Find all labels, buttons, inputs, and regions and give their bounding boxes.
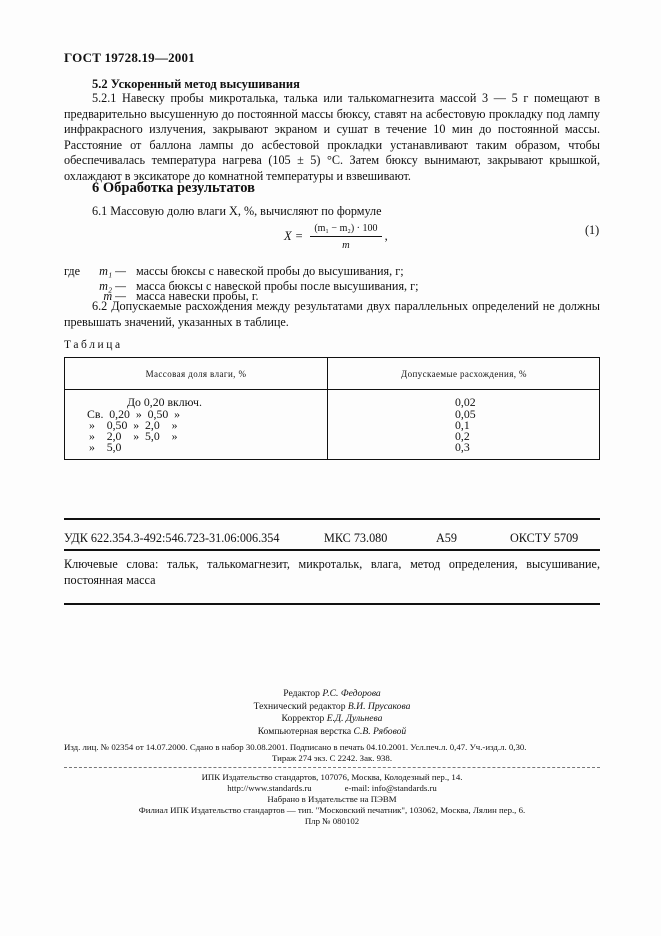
imprint-branch: Филиал ИПК Издательство стандартов — тип. "Московский печатник", 103062, Москва, Лялин пер., 6.: [138, 805, 526, 815]
imprint-plr: Плр № 080102: [304, 816, 360, 826]
section-5-2-1-paragraph: 5.2.1 Навеску пробы микроталька, талька или талькомагнезита массой 3 — 5 г помещают в предварительно высушенную до постоянной массы бюксу, ставят на асбестовую прокладку под лампу инфракрасного излучения, закрывают экраном и сушат в течение 10 мин до постоянной массы. Расстояние от баллона лампы до асбестовой прокладки устанавливают таким образом, чтобы обеспечивалась температура нагрева (105 ± 5) °С. Затем бюксу вынимают, закрывают крышкой, охлаждают в эксикаторе до комнатной температуры и взвешивают.: [64, 91, 600, 183]
divider-middle: [64, 549, 600, 551]
table-cell-tolerance: 0,3: [455, 440, 470, 454]
table-cell-moisture: » 2,0 » 5,0 »: [89, 429, 178, 443]
table-header-moisture: Массовая доля влаги, %: [145, 369, 247, 379]
table-cell-tolerance: 0,1: [455, 418, 470, 432]
table-cell-moisture: До 0,20 включ.: [127, 395, 202, 409]
divider-top: [64, 518, 600, 520]
document-header: ГОСТ 19728.19—2001: [64, 50, 195, 65]
imprint-editor: Редактор Р.С. Федорова: [283, 688, 381, 699]
imprint-email: e-mail: info@standards.ru: [344, 783, 437, 793]
table-cell-moisture: » 5,0: [89, 440, 122, 454]
formula-denominator: m: [342, 240, 350, 251]
divider-bottom: [64, 603, 600, 605]
okstu-code: ОКСТУ 5709: [510, 531, 579, 545]
where-text: массы бюксы с навеской пробы до высушивания, г;: [136, 264, 404, 278]
section-6-heading: 6 Обработка результатов: [92, 180, 255, 196]
section-5-2-heading: 5.2 Ускоренный метод высушивания: [92, 77, 300, 91]
imprint-website: http://www.standards.ru: [227, 783, 312, 793]
imprint-layout: Компьютерная верстка С.В. Рябовой: [257, 725, 407, 737]
table-header-tolerance: Допускаемые расхождения, %: [401, 369, 527, 379]
table-header-divider: [65, 389, 599, 390]
table-cell-moisture: Св. 0,20 » 0,50 »: [87, 407, 181, 421]
section-6-2-paragraph: 6.2 Допускаемые расхождения между результатами двух параллельных определений не должны превышать значений, указанных в таблице.: [64, 299, 600, 329]
where-text: масса навески пробы, г.: [136, 289, 259, 303]
formula-number: (1): [585, 223, 600, 237]
where-text: масса бюксы с навеской пробы после высушивания, г;: [136, 279, 419, 293]
imprint-proofreader: Корректор Е.Д. Дульнева: [281, 713, 383, 725]
where-symbol: m —: [103, 289, 126, 303]
table-cell-tolerance: 0,05: [455, 407, 476, 421]
formula-numerator: (m₁ − m₂) · 100: [310, 223, 381, 237]
mks-code: МКС 73.080: [324, 531, 388, 545]
imprint-staff: [64, 688, 600, 738]
imprint-line2: Тираж 274 экз. С 2242. Зак. 938.: [271, 753, 393, 763]
where-symbol: m₂ —: [99, 279, 126, 293]
table-cell-moisture: » 0,50 » 2,0 »: [89, 418, 178, 432]
section-6-1-paragraph: 6.1 Массовую долю влаги X, %, вычисляют по формуле: [92, 204, 382, 218]
udk-code: УДК 622.354.3-492:546.723-31.06:006.354: [64, 531, 280, 545]
formula-lhs: X =: [284, 228, 304, 243]
table-cell-tolerance: 0,02: [455, 395, 476, 409]
table-caption: Таблица: [64, 339, 123, 351]
imprint-line1: Изд. лиц. № 02354 от 14.07.2000. Сдано в набор 30.08.2001. Подписано в печать 04.10.2001. Усл.печ.л. 0,47. Уч.-изд.л. 0,30.: [64, 742, 527, 752]
imprint-dashed-rule: [64, 767, 600, 768]
group-code: А59: [436, 531, 457, 545]
keywords: Ключевые слова: тальк, талькомагнезит, микротальк, влага, метод определения, высушивание, постоянная масса: [64, 557, 600, 587]
tolerance-table: [64, 357, 600, 460]
formula-fraction: [310, 223, 381, 251]
formula-tail: ,: [384, 228, 388, 243]
formula: [284, 223, 388, 251]
imprint-tech-editor: Технический редактор В.И. Прусакова: [253, 700, 411, 712]
table-cell-tolerance: 0,2: [455, 429, 470, 443]
imprint-typeset: Набрано в Издательстве на ПЭВМ: [267, 794, 397, 804]
imprint-publisher: ИПК Издательство стандартов, 107076, Москва, Колодезный пер., 14.: [201, 772, 463, 782]
where-symbol: m₁ —: [99, 264, 126, 278]
where-prefix: где: [64, 264, 81, 278]
